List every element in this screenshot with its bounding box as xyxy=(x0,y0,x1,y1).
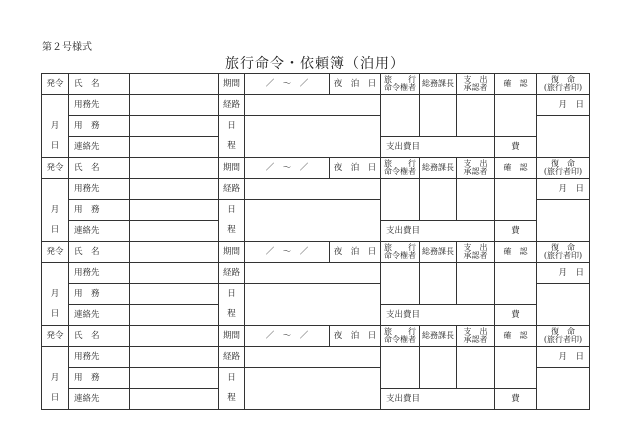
report-seal[interactable] xyxy=(537,368,590,410)
period-field[interactable]: ／ ～ ／ xyxy=(245,242,330,263)
confirmation-header: 確 認 xyxy=(495,158,537,179)
report-seal[interactable] xyxy=(537,200,590,242)
expense-item-label: 支出費目 xyxy=(381,221,495,242)
report-date[interactable]: 月 日 xyxy=(537,95,590,116)
table-body xyxy=(42,74,590,410)
report-header: 復 命 (旅行者印) xyxy=(537,158,590,179)
nights-label: 夜 泊 日 xyxy=(330,326,381,347)
month-label: 月 xyxy=(42,368,69,389)
travel-order-authority-seal[interactable] xyxy=(381,179,420,221)
contact-field[interactable] xyxy=(130,389,219,410)
confirmation-seal[interactable] xyxy=(495,263,537,305)
hatsurei-label: 発令 xyxy=(42,158,69,179)
confirmation-seal[interactable] xyxy=(495,179,537,221)
itinerary-field[interactable] xyxy=(245,200,381,242)
confirmation-header: 確 認 xyxy=(495,242,537,263)
itinerary-label-top: 日 xyxy=(219,200,245,221)
general-affairs-chief-seal[interactable] xyxy=(420,263,457,305)
form-number: 第２号様式 xyxy=(42,42,92,53)
travel-order-authority-header: 旅 行 命令権者 xyxy=(381,158,420,179)
period-label: 期間 xyxy=(219,326,245,347)
expense-approver-header: 支 出 承認者 xyxy=(457,326,495,347)
general-affairs-chief-seal[interactable] xyxy=(420,95,457,137)
contact-label: 連絡先 xyxy=(69,389,130,410)
form-title: 旅行命令・依頼簿（泊用） xyxy=(225,56,405,72)
destination-label: 用務先 xyxy=(69,347,130,368)
travel-order-table xyxy=(41,73,590,410)
period-label: 期間 xyxy=(219,74,245,95)
general-affairs-chief-header: 総務課長 xyxy=(420,326,457,347)
day-label: 日 xyxy=(42,137,69,158)
general-affairs-chief-header: 総務課長 xyxy=(420,242,457,263)
day-label: 日 xyxy=(42,221,69,242)
travel-order-authority-seal[interactable] xyxy=(381,347,420,389)
expense-approver-seal[interactable] xyxy=(457,95,495,137)
itinerary-label-top: 日 xyxy=(219,284,245,305)
route-label: 経路 xyxy=(219,347,245,368)
report-date[interactable]: 月 日 xyxy=(537,263,590,284)
expense-approver-header: 支 出 承認者 xyxy=(457,242,495,263)
destination-row xyxy=(42,95,590,116)
itinerary-field[interactable] xyxy=(245,116,381,158)
purpose-field[interactable] xyxy=(130,284,219,305)
itinerary-label-bottom: 程 xyxy=(219,137,245,158)
contact-field[interactable] xyxy=(130,221,219,242)
general-affairs-chief-seal[interactable] xyxy=(420,179,457,221)
confirmation-header: 確 認 xyxy=(495,326,537,347)
name-label: 氏 名 xyxy=(69,158,130,179)
itinerary-field[interactable] xyxy=(245,284,381,326)
period-field[interactable]: ／ ～ ／ xyxy=(245,74,330,95)
expense-item-label: 支出費目 xyxy=(381,305,495,326)
destination-label: 用務先 xyxy=(69,263,130,284)
expense-approver-seal[interactable] xyxy=(457,179,495,221)
expense-suffix: 費 xyxy=(495,389,537,410)
name-label: 氏 名 xyxy=(69,74,130,95)
route-field[interactable] xyxy=(245,179,381,200)
purpose-label: 用 務 xyxy=(69,200,130,221)
month-label: 月 xyxy=(42,200,69,221)
confirmation-header: 確 認 xyxy=(495,74,537,95)
contact-field[interactable] xyxy=(130,305,219,326)
purpose-label: 用 務 xyxy=(69,116,130,137)
expense-item-label: 支出費目 xyxy=(381,137,495,158)
travel-order-authority-header: 旅 行 命令権者 xyxy=(381,74,420,95)
route-label: 経路 xyxy=(219,263,245,284)
report-seal[interactable] xyxy=(537,284,590,326)
contact-label: 連絡先 xyxy=(69,221,130,242)
report-date[interactable]: 月 日 xyxy=(537,347,590,368)
expense-suffix: 費 xyxy=(495,305,537,326)
contact-label: 連絡先 xyxy=(69,305,130,326)
day-label: 日 xyxy=(42,389,69,410)
date-column-top xyxy=(42,179,69,200)
itinerary-field[interactable] xyxy=(245,368,381,410)
expense-approver-seal[interactable] xyxy=(457,347,495,389)
route-field[interactable] xyxy=(245,95,381,116)
nights-label: 夜 泊 日 xyxy=(330,242,381,263)
destination-row xyxy=(42,179,590,200)
order-header-row xyxy=(42,326,590,347)
confirmation-seal[interactable] xyxy=(495,347,537,389)
contact-field[interactable] xyxy=(130,137,219,158)
purpose-field[interactable] xyxy=(130,200,219,221)
general-affairs-chief-header: 総務課長 xyxy=(420,158,457,179)
destination-label: 用務先 xyxy=(69,179,130,200)
name-label: 氏 名 xyxy=(69,326,130,347)
travel-order-authority-seal[interactable] xyxy=(381,263,420,305)
name-label: 氏 名 xyxy=(69,242,130,263)
month-label: 月 xyxy=(42,116,69,137)
destination-row xyxy=(42,347,590,368)
expense-suffix: 費 xyxy=(495,137,537,158)
report-header: 復 命 (旅行者印) xyxy=(537,74,590,95)
purpose-label: 用 務 xyxy=(69,368,130,389)
report-seal[interactable] xyxy=(537,116,590,158)
hatsurei-label: 発令 xyxy=(42,326,69,347)
period-field[interactable]: ／ ～ ／ xyxy=(245,158,330,179)
confirmation-seal[interactable] xyxy=(495,95,537,137)
order-header-row xyxy=(42,242,590,263)
travel-order-authority-seal[interactable] xyxy=(381,95,420,137)
itinerary-label-top: 日 xyxy=(219,368,245,389)
period-field[interactable]: ／ ～ ／ xyxy=(245,326,330,347)
name-field[interactable] xyxy=(130,158,219,179)
destination-field[interactable] xyxy=(130,347,219,368)
general-affairs-chief-header: 総務課長 xyxy=(420,74,457,95)
purpose-field[interactable] xyxy=(130,116,219,137)
period-label: 期間 xyxy=(219,158,245,179)
report-header: 復 命 (旅行者印) xyxy=(537,242,590,263)
hatsurei-label: 発令 xyxy=(42,242,69,263)
report-date[interactable]: 月 日 xyxy=(537,179,590,200)
expense-approver-header: 支 出 承認者 xyxy=(457,74,495,95)
itinerary-label-bottom: 程 xyxy=(219,305,245,326)
month-label: 月 xyxy=(42,284,69,305)
travel-order-authority-header: 旅 行 命令権者 xyxy=(381,326,420,347)
destination-field[interactable] xyxy=(130,263,219,284)
name-field[interactable] xyxy=(130,74,219,95)
purpose-label: 用 務 xyxy=(69,284,130,305)
expense-approver-seal[interactable] xyxy=(457,263,495,305)
contact-label: 連絡先 xyxy=(69,137,130,158)
destination-field[interactable] xyxy=(130,179,219,200)
expense-suffix: 費 xyxy=(495,221,537,242)
route-label: 経路 xyxy=(219,95,245,116)
purpose-field[interactable] xyxy=(130,368,219,389)
destination-row xyxy=(42,263,590,284)
date-column-top xyxy=(42,263,69,284)
route-field[interactable] xyxy=(245,263,381,284)
period-label: 期間 xyxy=(219,242,245,263)
nights-label: 夜 泊 日 xyxy=(330,158,381,179)
date-column-top xyxy=(42,347,69,368)
date-column-top xyxy=(42,95,69,116)
order-header-row xyxy=(42,158,590,179)
itinerary-label-top: 日 xyxy=(219,116,245,137)
report-header: 復 命 (旅行者印) xyxy=(537,326,590,347)
destination-label: 用務先 xyxy=(69,95,130,116)
destination-field[interactable] xyxy=(130,95,219,116)
name-field[interactable] xyxy=(130,242,219,263)
hatsurei-label: 発令 xyxy=(42,74,69,95)
travel-order-authority-header: 旅 行 命令権者 xyxy=(381,242,420,263)
expense-item-label: 支出費目 xyxy=(381,389,495,410)
route-label: 経路 xyxy=(219,179,245,200)
nights-label: 夜 泊 日 xyxy=(330,74,381,95)
general-affairs-chief-seal[interactable] xyxy=(420,347,457,389)
route-field[interactable] xyxy=(245,347,381,368)
name-field[interactable] xyxy=(130,326,219,347)
itinerary-label-bottom: 程 xyxy=(219,221,245,242)
day-label: 日 xyxy=(42,305,69,326)
itinerary-label-bottom: 程 xyxy=(219,389,245,410)
order-header-row xyxy=(42,74,590,95)
expense-approver-header: 支 出 承認者 xyxy=(457,158,495,179)
